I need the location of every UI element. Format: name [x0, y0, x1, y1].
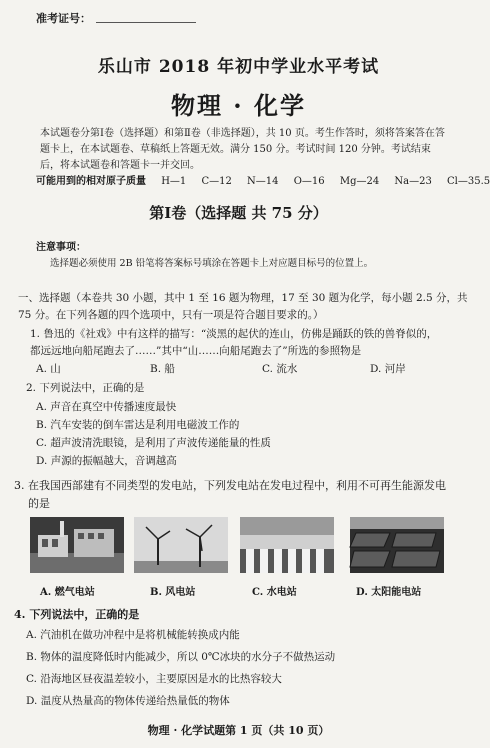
question-2-option: C. 超声波清洗眼镜，是利用了声波传递能量的性质	[36, 437, 271, 449]
question-1-option: A. 山	[36, 363, 61, 375]
question-1-stem: 1. 鲁迅的《社戏》中有这样的描写：“淡黑的起伏的连山，仿佛是踊跃的铁的兽脊似的，	[30, 328, 438, 340]
option-c-caption: C. 水电站	[252, 587, 297, 598]
question-3-stem-cont: 的是	[28, 497, 50, 510]
question-2-option: A. 声音在真空中传播速度最快	[36, 401, 177, 413]
question-4-option: D. 温度从热量高的物体传递给热量低的物体	[26, 695, 230, 707]
exam-subject: 物理 · 化学	[170, 91, 307, 120]
notes-text: 选择题必须使用 2B 铅笔将答案标号填涂在答题卡上对应题目标号的位置上。	[50, 258, 374, 269]
question-4-option: B. 物体的温度降低时内能减少，所以 0℃冰块的水分子不做热运动	[26, 651, 336, 663]
question-1-option: C. 流水	[262, 363, 298, 375]
exam-id-label: 准考证号：	[36, 12, 91, 25]
question-2-option: B. 汽车安装的倒车雷达是利用电磁波工作的	[36, 419, 240, 431]
atomic-mass-item: H—1	[161, 176, 187, 187]
option-d-caption: D. 太阳能电站	[356, 587, 422, 598]
question-1-stem-cont: 都远远地向船尾跑去了……”其中“山……向船尾跑去了”所选的参照物是	[30, 345, 362, 357]
atomic-mass-item: Cl—35.5	[447, 176, 490, 187]
option-a-caption: A. 燃气电站	[40, 587, 95, 598]
notes-heading: 注意事项：	[36, 242, 86, 253]
question-2-option: D. 声源的振幅越大，音调越高	[36, 455, 177, 467]
question-3-stem: 3. 在我国西部建有不同类型的发电站，下列发电站在发电过程中，利用不可再生能源发电	[14, 479, 446, 492]
atomic-mass-item: Mg—24	[339, 176, 380, 187]
section-title: 第Ⅰ卷（选择题 共 75 分）	[149, 204, 328, 222]
gas-power-station-photo	[30, 517, 124, 573]
solar-power-station-photo	[350, 517, 444, 573]
question-4-stem: 4. 下列说法中，正确的是	[14, 608, 140, 621]
atomic-mass-line	[36, 172, 490, 187]
exam-title: 乐山市 2018 年初中学业水平考试	[97, 57, 380, 77]
atomic-mass-item: Na—23	[394, 176, 432, 187]
question-4-option: A. 汽油机在做功冲程中是将机械能转换成内能	[26, 629, 240, 641]
option-b-caption: B. 风电站	[150, 587, 196, 598]
atomic-mass-item: N—14	[247, 176, 279, 187]
question-1-option: B. 船	[150, 363, 175, 375]
atomic-mass-label: 可能用到的相对原子质量	[36, 176, 146, 187]
question-4-option: C. 沿海地区昼夜温差较小，主要原因是水的比热容较大	[26, 673, 282, 685]
hydro-power-station-photo	[240, 517, 334, 573]
question-1-option: D. 河岸	[370, 363, 406, 375]
question-2-stem: 2. 下列说法中，正确的是	[26, 382, 145, 394]
atomic-mass-item: O—16	[293, 176, 325, 187]
atomic-mass-item: C—12	[201, 176, 232, 187]
exam-instructions: 本试题卷分第Ⅰ卷（选择题）和第Ⅱ卷（非选择题），共 10 页。考生作答时，须将答案答在答题卡上，在本试题卷、草稿纸上答题无效。满分 150 分。考试时间 120 分钟。考试结束后，将本试题卷和答题卡一并交回。	[40, 128, 445, 171]
exam-id-blank	[96, 22, 196, 23]
page-footer: 物理 · 化学试题第 1 页（共 10 页）	[147, 724, 330, 737]
part-heading: 一、选择题（本卷共 30 小题，其中 1 至 16 题为物理，17 至 30 题为化学，每小题 2.5 分，共 75 分。在下列各题的四个选项中，只有一项是符合题目要求的。）	[18, 292, 468, 321]
wind-power-station-photo	[134, 517, 228, 573]
